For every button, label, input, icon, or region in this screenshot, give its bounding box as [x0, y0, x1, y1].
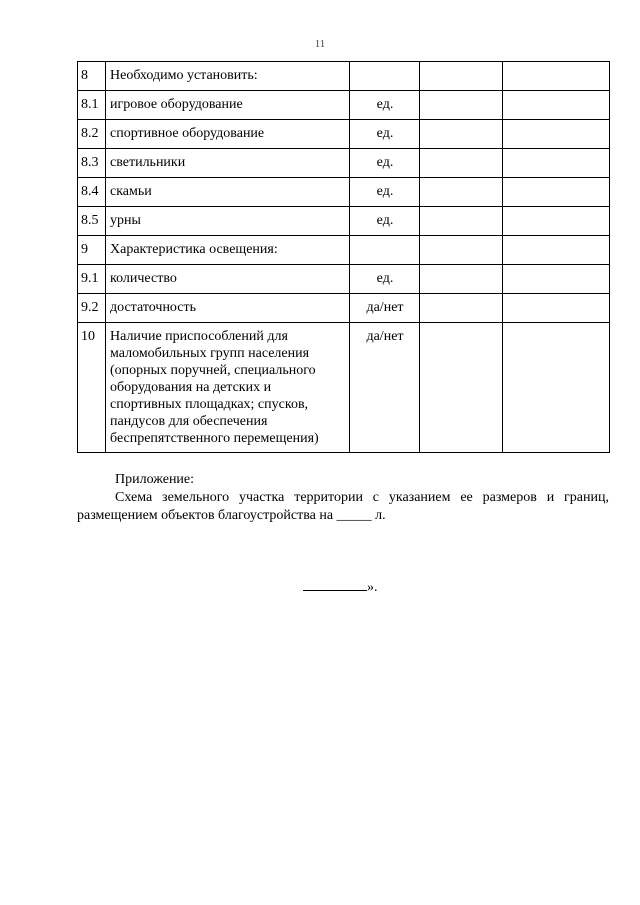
row-label: урны	[106, 207, 350, 236]
row-value-cell	[420, 207, 503, 236]
table-row	[78, 91, 610, 120]
closing-line	[303, 576, 378, 596]
table-row	[78, 236, 610, 265]
row-value-cell	[420, 178, 503, 207]
table-row	[78, 178, 610, 207]
row-label: достаточность	[106, 294, 350, 323]
row-unit: ед.	[350, 91, 420, 120]
row-number: 8.2	[78, 120, 106, 149]
row-unit: ед.	[350, 265, 420, 294]
row-unit	[350, 236, 420, 265]
row-label: скамьи	[106, 178, 350, 207]
table-row	[78, 149, 610, 178]
row-note-cell	[503, 323, 610, 453]
row-unit: да/нет	[350, 323, 420, 453]
row-note-cell	[503, 120, 610, 149]
row-value-cell	[420, 236, 503, 265]
inspection-table	[77, 61, 610, 453]
row-value-cell	[420, 294, 503, 323]
page-number: 11	[314, 38, 326, 50]
table-row	[78, 62, 610, 91]
row-note-cell	[503, 91, 610, 120]
row-unit: да/нет	[350, 294, 420, 323]
row-number: 9.1	[78, 265, 106, 294]
appendix-text-end: л.	[371, 508, 386, 523]
row-label: количество	[106, 265, 350, 294]
row-value-cell	[420, 265, 503, 294]
appendix-heading: Приложение:	[115, 472, 195, 487]
row-label: Наличие приспособлений для маломобильных групп населения (опорных поручней, специального оборудования на детских и спортивных площадках; спусков, пандусов для обеспечения беспрепятственного перемещения)	[106, 323, 350, 453]
row-number: 8.3	[78, 149, 106, 178]
row-label: игровое оборудование	[106, 91, 350, 120]
signature-blank	[303, 576, 367, 591]
table-row	[78, 120, 610, 149]
row-number: 9.2	[78, 294, 106, 323]
row-label: спортивное оборудование	[106, 120, 350, 149]
row-note-cell	[503, 178, 610, 207]
closing-mark: ».	[367, 580, 378, 595]
row-label: светильники	[106, 149, 350, 178]
row-note-cell	[503, 62, 610, 91]
row-unit: ед.	[350, 149, 420, 178]
row-number: 8.4	[78, 178, 106, 207]
row-value-cell	[420, 120, 503, 149]
table-row	[78, 323, 610, 453]
row-number: 10	[78, 323, 106, 453]
row-note-cell	[503, 294, 610, 323]
row-number: 8	[78, 62, 106, 91]
row-unit: ед.	[350, 178, 420, 207]
appendix-text-start: Схема земельного участка территории с указанием ее размеров и границ, размещением объектов благоустройства на	[77, 490, 609, 523]
row-unit	[350, 62, 420, 91]
row-number: 9	[78, 236, 106, 265]
table-body	[78, 62, 610, 453]
row-note-cell	[503, 149, 610, 178]
row-note-cell	[503, 207, 610, 236]
table-row	[78, 207, 610, 236]
row-value-cell	[420, 62, 503, 91]
row-value-cell	[420, 323, 503, 453]
row-number: 8.1	[78, 91, 106, 120]
table-row	[78, 294, 610, 323]
row-label: Характеристика освещения:	[106, 236, 350, 265]
row-label: Необходимо установить:	[106, 62, 350, 91]
row-unit: ед.	[350, 120, 420, 149]
appendix-sheet-count-blank: _____	[336, 508, 372, 523]
row-note-cell	[503, 265, 610, 294]
row-value-cell	[420, 149, 503, 178]
row-note-cell	[503, 236, 610, 265]
table-row	[78, 265, 610, 294]
appendix-text	[77, 489, 609, 525]
row-unit: ед.	[350, 207, 420, 236]
row-value-cell	[420, 91, 503, 120]
appendix-section	[77, 471, 609, 525]
row-number: 8.5	[78, 207, 106, 236]
